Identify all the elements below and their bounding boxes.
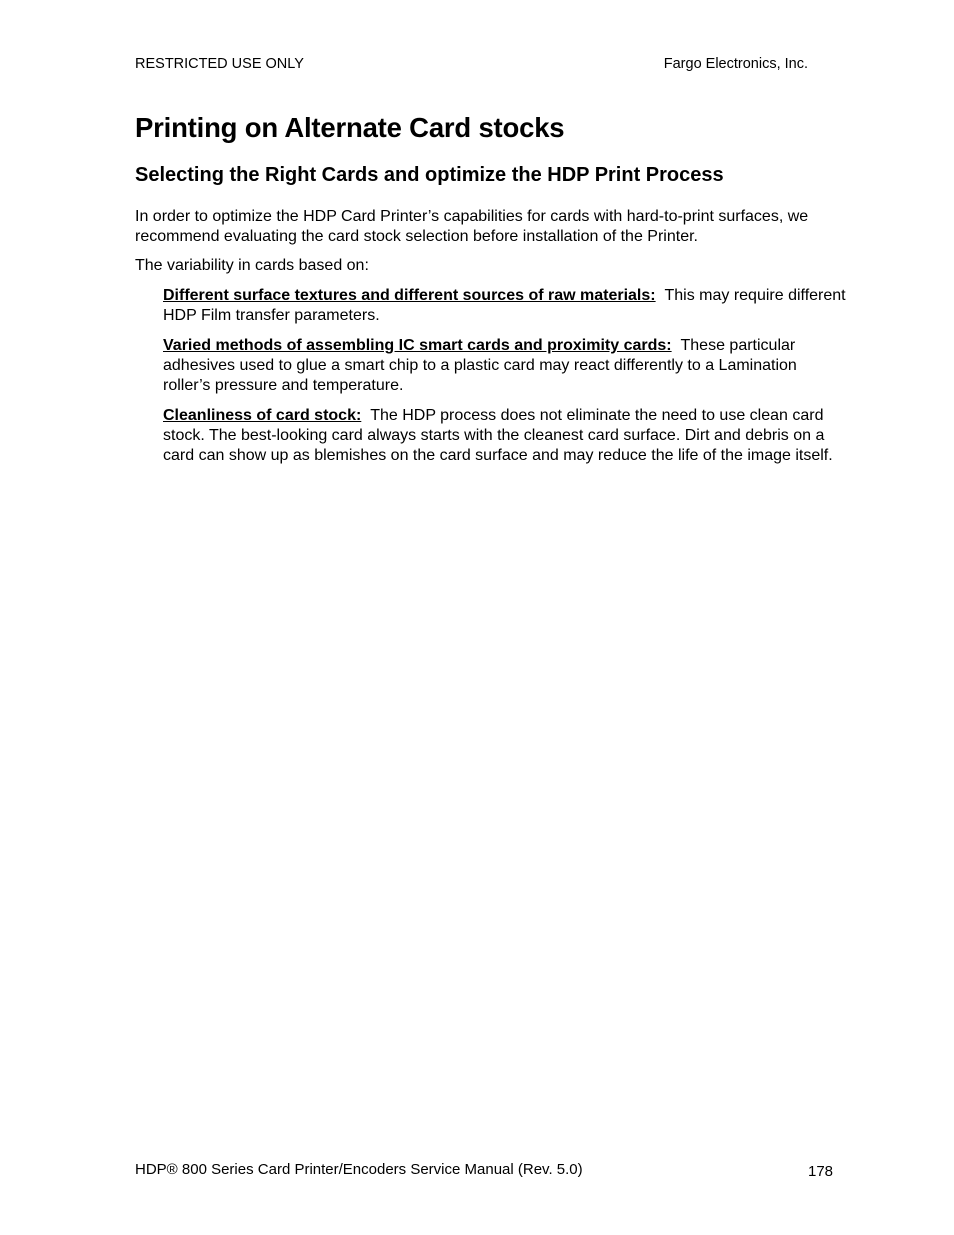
list-item-term: Cleanliness of card stock: — [163, 407, 362, 424]
intro-paragraph: In order to optimize the HDP Card Printer’s capabilities for cards with hard-to-print surfaces, we recommend evaluating the card stock selection before installation of the Printer. — [135, 208, 809, 245]
list-item-text: The HDP process does not eliminate the need to use clean card stock. The best-looking card always starts with the cleanest card surface. Dirt and debris on a card can show up as blemishes on the card surface and may reduce the life of the image itself. — [163, 407, 833, 464]
page-title: Printing on Alternate Card stocks — [135, 112, 565, 143]
list-lead-paragraph: The variability in cards based on: — [135, 257, 369, 274]
list-item-term: Varied methods of assembling IC smart cards and proximity cards: — [163, 337, 672, 354]
list-item-term: Different surface textures and different sources of raw materials: — [163, 287, 656, 304]
list-item-assembly-methods — [163, 336, 847, 396]
header-company-name: Fargo Electronics, Inc. — [663, 56, 808, 72]
list-item-surface-textures — [163, 286, 847, 326]
footer-manual-title: HDP® 800 Series Card Printer/Encoders Service Manual (Rev. 5.0) — [135, 1161, 583, 1178]
list-item-text: These particular adhesives used to glue a smart chip to a plastic card may react differently to a Lamination roller’s pressure and temperature. — [163, 337, 797, 394]
section-heading: Selecting the Right Cards and optimize the HDP Print Process — [135, 164, 724, 186]
page-number: 178 — [808, 1163, 834, 1180]
list-item-cleanliness — [163, 406, 847, 466]
header-restricted-label: RESTRICTED USE ONLY — [135, 56, 304, 72]
list-item-text: This may require different HDP Film transfer parameters. — [163, 287, 846, 324]
